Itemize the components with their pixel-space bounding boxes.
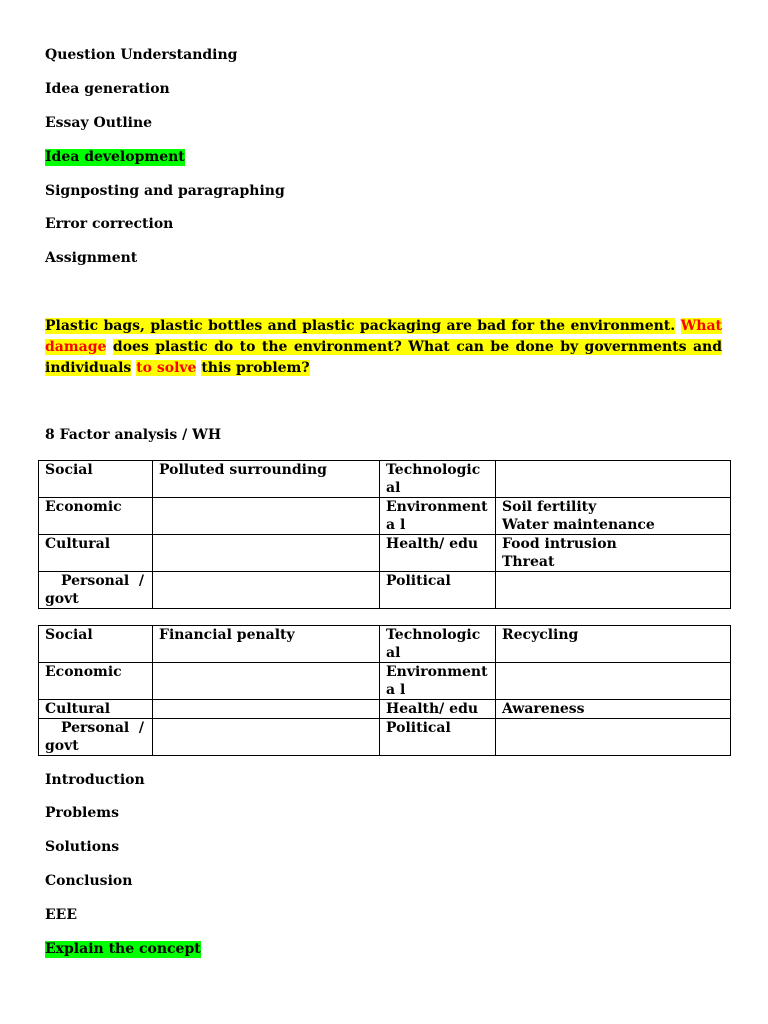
section-eee: EEE [45,907,78,923]
value-cell [496,572,731,609]
value-cell [496,663,731,700]
factor-cell: Social [39,461,153,498]
section-introduction: Introduction [45,772,145,788]
step-idea-development: Idea development [45,149,185,165]
value-line: Food intrusion [502,536,617,552]
essay-question [45,316,722,379]
step-question-understanding: Question Understanding [45,47,238,63]
value-cell [153,498,380,535]
factor-govt: govt [45,591,79,607]
factor-cell: Political [380,719,496,756]
table-row [39,535,731,572]
value-line: Threat [502,554,555,570]
value-cell: Recycling [496,626,731,663]
value-cell [496,535,731,572]
factor-cell: Technological [380,626,496,663]
table-row [39,572,731,609]
value-cell [153,572,380,609]
value-cell: Polluted surrounding [153,461,380,498]
section-problems: Problems [45,805,119,821]
factor-personal: Personal [61,573,130,589]
factor-cell: Health/ edu [380,535,496,572]
factor-cell: Environmenta l [380,498,496,535]
factor-govt: govt [45,738,79,754]
factor-slash: / [138,720,144,736]
factor-table-solutions [38,625,731,756]
question-text-3: this problem? [201,360,310,376]
value-cell [496,719,731,756]
question-emphasis-damage: What damage [45,318,723,355]
value-cell [153,700,380,719]
value-cell [153,535,380,572]
table-row [39,719,731,756]
analysis-heading: 8 Factor analysis / WH [45,427,222,443]
question-text-1: Plastic bags, plastic bottles and plastic packaging are bad for the environment. [45,318,676,334]
factor-cell: Technological [380,461,496,498]
step-signposting: Signposting and paragraphing [45,183,285,199]
table-row [39,700,731,719]
value-line: Water maintenance [502,517,655,533]
factor-personal: Personal [61,720,130,736]
factor-cell: Cultural [39,535,153,572]
value-cell [153,719,380,756]
factor-cell [39,719,153,756]
step-assignment: Assignment [45,250,138,266]
table-row [39,461,731,498]
step-error-correction: Error correction [45,216,174,232]
factor-cell: Health/ edu [380,700,496,719]
question-text-2: does plastic do to the environment? What can be done by governments and individuals [45,339,723,376]
value-cell: Awareness [496,700,731,719]
step-idea-generation: Idea generation [45,81,170,97]
factor-cell [39,572,153,609]
factor-cell: Cultural [39,700,153,719]
factor-cell: Economic [39,498,153,535]
factor-table-problems [38,460,731,609]
section-solutions: Solutions [45,839,120,855]
factor-cell: Economic [39,663,153,700]
step-essay-outline: Essay Outline [45,115,153,131]
section-conclusion: Conclusion [45,873,133,889]
value-cell [153,663,380,700]
question-emphasis-solve: to solve [136,360,197,376]
factor-cell: Social [39,626,153,663]
value-line: Soil fertility [502,499,597,515]
value-cell: Financial penalty [153,626,380,663]
table-row [39,663,731,700]
value-cell [496,461,731,498]
factor-cell: Political [380,572,496,609]
factor-cell: Environmenta l [380,663,496,700]
section-explain-concept: Explain the concept [45,941,201,957]
factor-slash: / [138,573,144,589]
table-row [39,498,731,535]
value-cell [496,498,731,535]
table-row [39,626,731,663]
